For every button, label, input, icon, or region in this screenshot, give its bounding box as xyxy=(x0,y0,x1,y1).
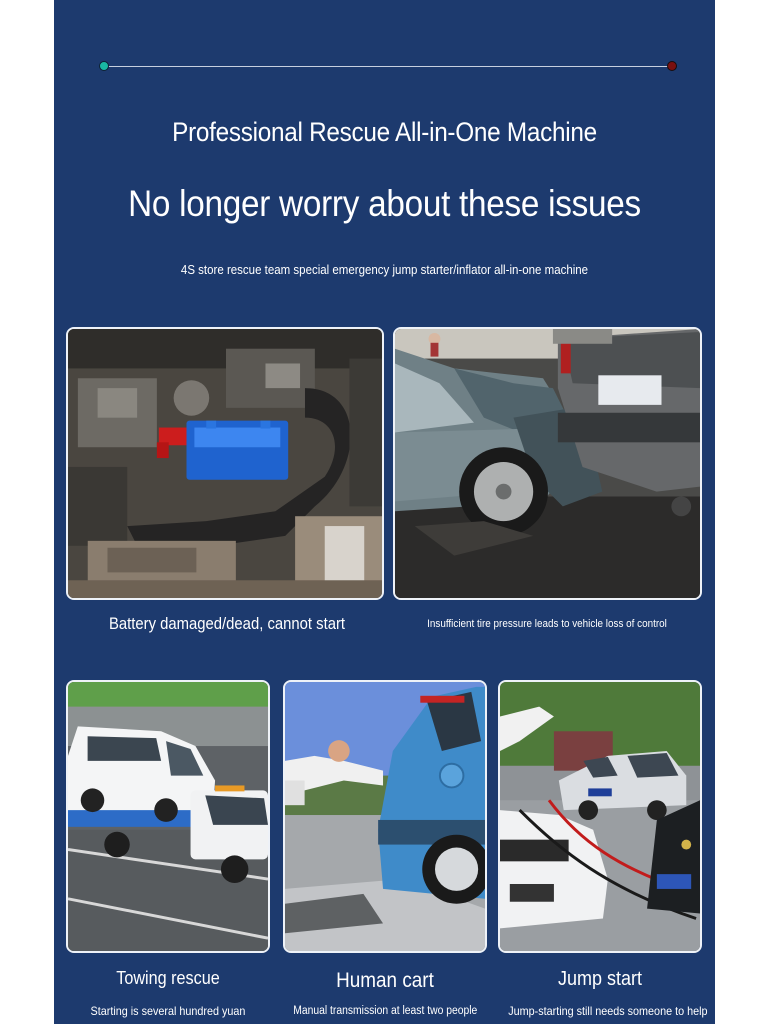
subtitle: 4S store rescue team special emergency jump starter/inflator all-in-one machine xyxy=(180,263,589,277)
tow-truck-photo xyxy=(66,680,270,953)
human-cart-title: Human cart xyxy=(336,969,434,992)
human-cart-caption: Manual transmission at least two people xyxy=(293,1005,478,1017)
tire-pressure-issue-caption: Insufficient tire pressure leads to vehicle loss of control xyxy=(427,618,667,630)
engine-bay-battery-photo xyxy=(66,327,384,600)
page-title: Professional Rescue All-in-One Machine xyxy=(172,117,597,147)
headline: No longer worry about these issues xyxy=(128,183,641,224)
divider-dot-right-icon xyxy=(667,61,677,71)
decorative-divider xyxy=(99,61,677,71)
battery-issue-caption: Battery damaged/dead, cannot start xyxy=(108,615,346,633)
jump-start-title: Jump start xyxy=(557,968,643,990)
towing-rescue-caption: Starting is several hundred yuan xyxy=(90,1004,246,1018)
towing-rescue-title: Towing rescue xyxy=(116,968,220,988)
jump-start-caption: Jump-starting still needs someone to help xyxy=(508,1004,708,1018)
pushing-car-photo xyxy=(283,680,487,953)
car-crash-photo xyxy=(393,327,702,600)
divider-dot-left-icon xyxy=(99,61,109,71)
divider-line xyxy=(104,66,672,67)
jump-cables-photo xyxy=(498,680,702,953)
promo-panel xyxy=(54,0,715,1024)
